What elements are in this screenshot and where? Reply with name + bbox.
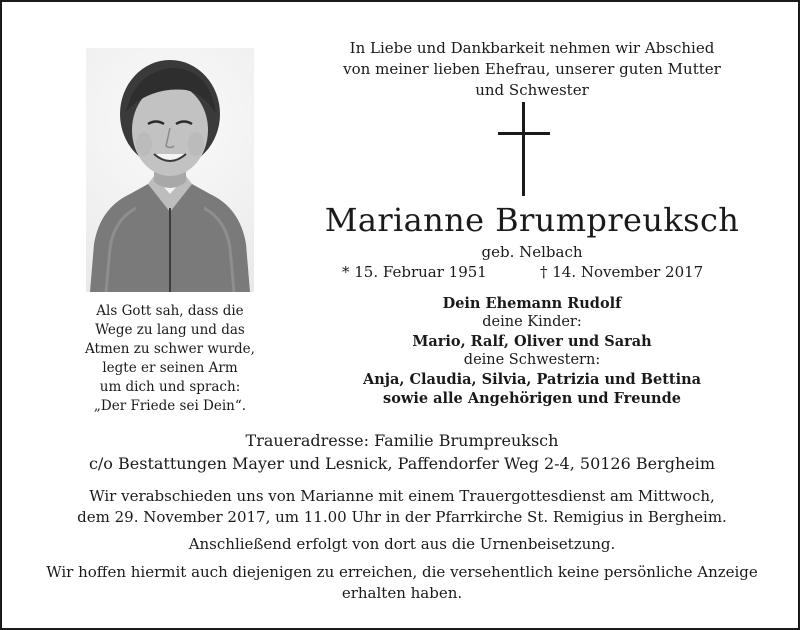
- deceased-name: Marianne Brumpreuksch: [324, 201, 740, 239]
- intro-text: [302, 38, 762, 101]
- poem-line: legte er seinen Arm: [102, 360, 238, 376]
- children-label: deine Kinder:: [482, 314, 582, 330]
- intro-line: und Schwester: [475, 81, 589, 99]
- husband: Dein Ehemann Rudolf: [442, 295, 622, 312]
- sisters: Anja, Claudia, Silvia, Patrizia und Bettina: [362, 371, 702, 388]
- maiden-name: geb. Nelbach: [481, 243, 583, 261]
- intro-line: von meiner lieben Ehefrau, unserer guten Mutter: [343, 60, 721, 78]
- urn-burial-info: Anschließend erfolgt von dort aus die Urnenbeisetzung.: [188, 535, 616, 553]
- closing-line: Wir hoffen hiermit auch diejenigen zu erreichen, die versehentlich keine persönliche Anzeige: [46, 563, 758, 581]
- service-info: [2, 486, 800, 528]
- intro-line: In Liebe und Dankbarkeit nehmen wir Abschied: [349, 39, 715, 57]
- closing-line: erhalten haben.: [341, 584, 463, 602]
- portrait-photo: [86, 48, 254, 292]
- poem-line: Als Gott sah, dass die: [96, 303, 244, 319]
- sisters-label: deine Schwestern:: [463, 352, 601, 368]
- cross-icon: [498, 102, 550, 196]
- poem-line: Wege zu lang und das: [95, 322, 245, 338]
- relatives-friends: sowie alle Angehörigen und Freunde: [383, 390, 681, 407]
- poem: [60, 302, 280, 416]
- service-line: Wir verabschieden uns von Marianne mit einem Trauergottesdienst am Mittwoch,: [89, 487, 715, 505]
- poem-line: Atmen zu schwer wurde,: [85, 341, 255, 357]
- mourning-address: Traueradresse: Familie Brumpreuksch: [245, 431, 559, 450]
- mourners-list: [302, 294, 762, 408]
- death-date: † 14. November 2017: [540, 263, 704, 281]
- portrait-illustration: [86, 48, 254, 292]
- closing-note: [2, 562, 800, 604]
- mourning-address-detail: c/o Bestattungen Mayer und Lesnick, Paffendorfer Weg 2-4, 50126 Bergheim: [88, 454, 716, 473]
- children: Mario, Ralf, Oliver und Sarah: [412, 333, 652, 350]
- poem-line: um dich und sprach:: [99, 379, 241, 395]
- service-line: dem 29. November 2017, um 11.00 Uhr in der Pfarrkirche St. Remigius in Bergheim.: [77, 508, 727, 526]
- poem-line: „Der Friede sei Dein“.: [93, 398, 247, 414]
- birth-date: * 15. Februar 1951: [342, 263, 487, 281]
